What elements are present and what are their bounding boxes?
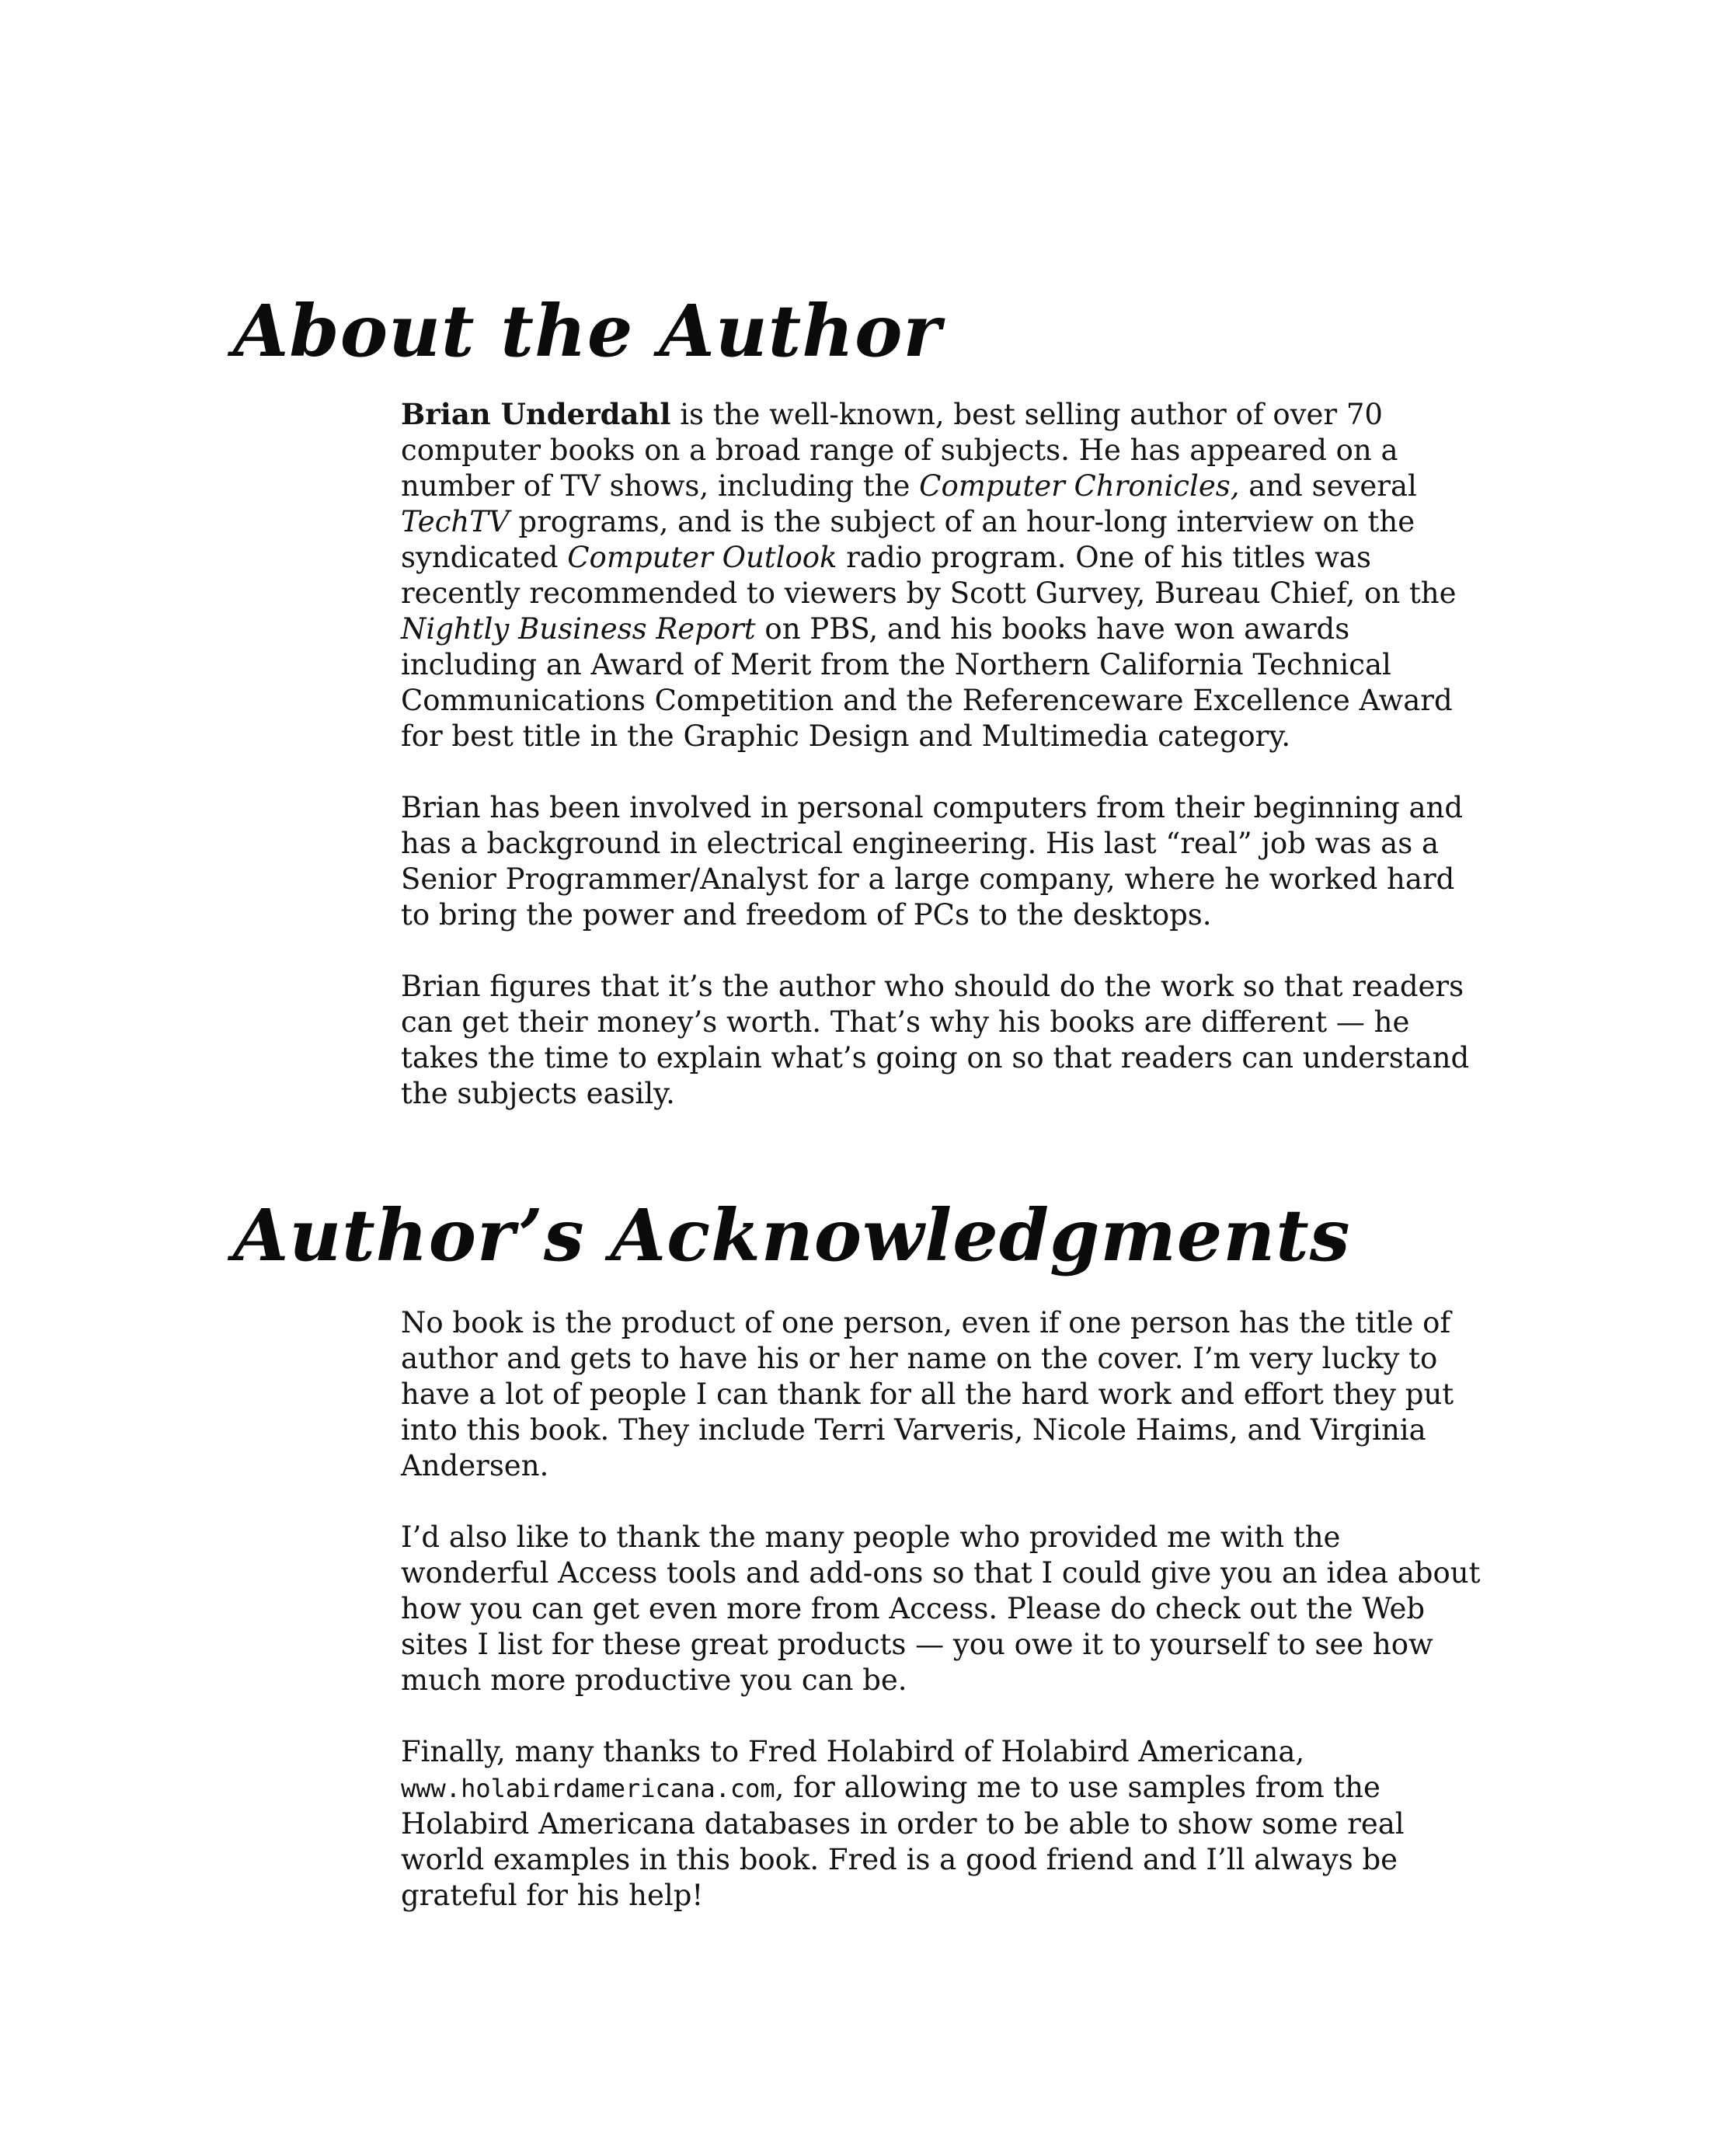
show-title-computer-chronicles: Computer Chronicles, [919,469,1240,503]
ack-p3-text-2: , for allowing me to use samples from the Holabird Americana databases in order to be able to show some real world examples in this book. Fred is a good friend and I’ll always be grateful for his help! [401,1771,1405,1912]
about-paragraph-3: Brian figures that it’s the author who should do the work so that readers can get their money’s worth. That’s why his books are different — he takes the time to explain what’s going on so that readers can understand the subjects easily. [401,970,1470,1110]
show-title-computer-outlook: Computer Outlook [567,541,837,574]
show-title-techtv: TechTV [401,505,510,538]
about-paragraph-2: Brian has been involved in personal computers from their beginning and has a background in electrical engineering. His last “real” job was as a Senior Programmer/Analyst for a large company, where he worked hard to bring the power and freedom of PCs to the desktops. [401,791,1464,932]
holabird-website-url: www.holabirdamericana.com [401,1774,775,1803]
about-p1-text-4: radio program. One of his titles was recently recommended to viewers by Scott Gurvey, Bureau Chief, on the [401,541,1457,610]
about-paragraph-1 [401,396,1488,754]
about-author-section [401,396,1488,1112]
about-p1-text-3: programs, and is the subject of an hour-long interview on the syndicated [401,505,1415,574]
about-p1-text-2: and several [1239,469,1417,503]
author-name: Brian Underdahl [401,397,671,431]
show-title-nightly-business-report: Nightly Business Report [401,612,756,646]
about-author-heading: About the Author [233,289,942,373]
acknowledgments-section [401,1305,1488,1914]
ack-paragraph-1: No book is the product of one person, even if one person has the title of author and gets to have his or her name on the cover. I’m very lucky to have a lot of people I can thank for all the hard work and effort they put into this book. They include Terri Varveris, Nicole Haims, and Virginia Andersen. [401,1306,1454,1482]
about-p1-text-1: is the well-known, best selling author of over 70 computer books on a broad range of subjects. He has appeared on a number of TV shows, including the [401,398,1398,503]
about-p1-text-5: on PBS, and his books have won awards including an Award of Merit from the Northern California Technical Communications Competition and the Referenceware Excellence Award for best title in the Graphic Design and Multimedia category. [401,612,1453,753]
ack-paragraph-2: I’d also like to thank the many people who provided me with the wonderful Access tools and add-ons so that I could give you an idea about how you can get even more from Access. Please do check out the Web sites I list for these great products — you owe it to yourself to see how much more productive you can be. [401,1520,1481,1697]
acknowledgments-heading: Author’s Acknowledgments [233,1193,1351,1277]
ack-p3-text-1: Finally, many thanks to Fred Holabird of Holabird Americana, [401,1735,1305,1768]
ack-paragraph-3 [401,1734,1488,1914]
